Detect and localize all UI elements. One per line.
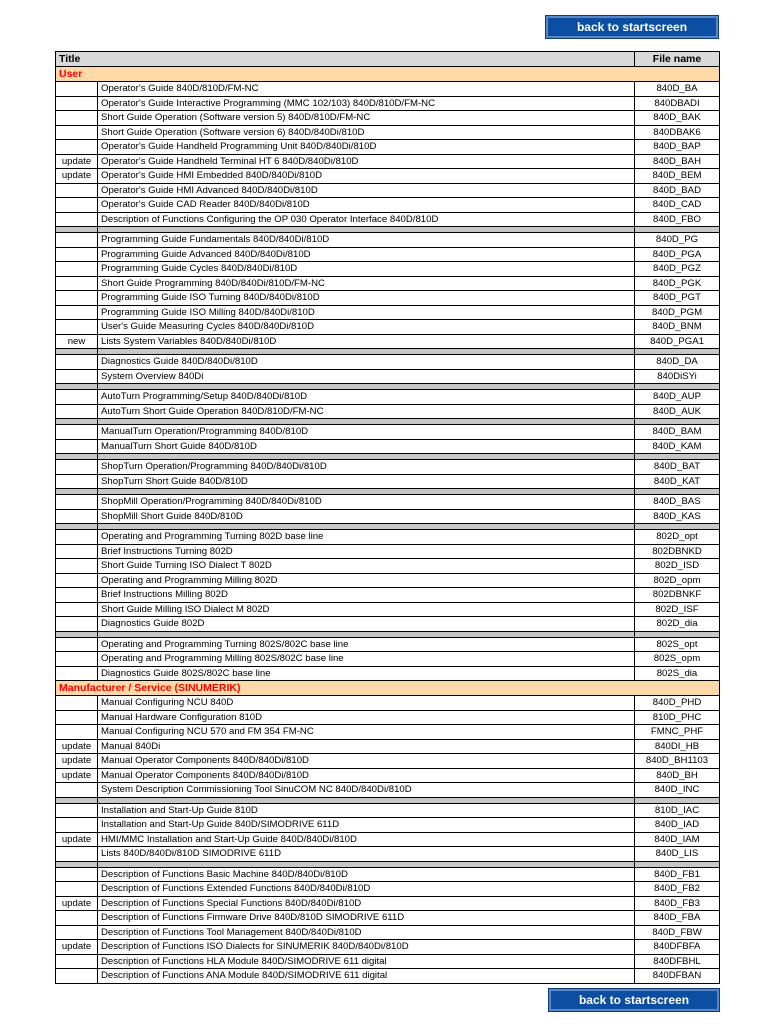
table-row [56, 867, 720, 882]
file-name-cell: 802D_dia [635, 617, 720, 632]
status-cell [56, 573, 98, 588]
table-row [56, 233, 720, 248]
table-row [56, 739, 720, 754]
file-name-cell: 802DBNKD [635, 544, 720, 559]
status-cell: update [56, 754, 98, 769]
file-name-cell: 840DiSYi [635, 369, 720, 384]
title-cell[interactable]: ShopMill Short Guide 840D/810D [98, 509, 635, 524]
file-name-cell: 840DFBFA [635, 940, 720, 955]
table-row [56, 262, 720, 277]
file-name-cell: 840D_IAD [635, 818, 720, 833]
status-cell [56, 710, 98, 725]
status-cell [56, 425, 98, 440]
title-cell[interactable]: Description of Functions ISO Dialects for SINUMERIK 840D/840Di/810D [98, 940, 635, 955]
table-row [56, 602, 720, 617]
table-row [56, 183, 720, 198]
table-row [56, 832, 720, 847]
table-row [56, 896, 720, 911]
file-name-cell: 840D_BNM [635, 320, 720, 335]
title-cell[interactable]: Description of Functions HLA Module 840D/SIMODRIVE 611 digital [98, 954, 635, 969]
status-cell [56, 725, 98, 740]
table-row [56, 390, 720, 405]
status-cell [56, 509, 98, 524]
status-cell [56, 495, 98, 510]
title-cell[interactable]: Operator's Guide Interactive Programming (MMC 102/103) 840D/810D/FM-NC [98, 96, 635, 111]
status-cell [56, 96, 98, 111]
table-row [56, 617, 720, 632]
table-row [56, 320, 720, 335]
file-name-cell: 840D_PG [635, 233, 720, 248]
status-cell [56, 867, 98, 882]
file-name-cell: 810D_PHC [635, 710, 720, 725]
table-row [56, 169, 720, 184]
title-cell[interactable]: System Overview 840Di [98, 369, 635, 384]
title-cell[interactable]: Description of Functions Extended Functions 840D/840Di/810D [98, 882, 635, 897]
section-header-row [56, 681, 720, 696]
title-cell[interactable]: ShopTurn Operation/Programming 840D/840Di/810D [98, 460, 635, 475]
file-name-cell: 840D_AUK [635, 404, 720, 419]
title-cell[interactable]: Manual Operator Components 840D/840Di/810D [98, 754, 635, 769]
status-cell: update [56, 154, 98, 169]
status-cell [56, 925, 98, 940]
title-cell[interactable]: Description of Functions Firmware Drive 840D/810D SIMODRIVE 611D [98, 911, 635, 926]
status-cell [56, 82, 98, 97]
title-cell[interactable]: Manual 840Di [98, 739, 635, 754]
file-name-cell: 802S_dia [635, 666, 720, 681]
title-cell[interactable]: Diagnostics Guide 840D/840Di/810D [98, 355, 635, 370]
title-cell[interactable]: Operator's Guide Handheld Programming Unit 840D/840Di/810D [98, 140, 635, 155]
file-name-cell: 840D_CAD [635, 198, 720, 213]
file-name-cell: 840D_BAK [635, 111, 720, 126]
column-header-file-name: File name [635, 52, 720, 67]
documentation-table [55, 51, 720, 984]
status-cell [56, 666, 98, 681]
table-row [56, 355, 720, 370]
file-name-cell: 840D_BAH [635, 154, 720, 169]
title-cell[interactable]: Programming Guide Fundamentals 840D/840Di/810D [98, 233, 635, 248]
status-cell [56, 233, 98, 248]
title-cell[interactable]: Programming Guide Cycles 840D/840Di/810D [98, 262, 635, 277]
table-row [56, 573, 720, 588]
title-cell[interactable]: Operator's Guide 840D/810D/FM-NC [98, 82, 635, 97]
file-name-cell: FMNC_PHF [635, 725, 720, 740]
status-cell [56, 125, 98, 140]
file-name-cell: 802D_opm [635, 573, 720, 588]
table-row [56, 82, 720, 97]
file-name-cell: 840DBAK6 [635, 125, 720, 140]
file-name-cell: 840D_LIS [635, 847, 720, 862]
status-cell [56, 588, 98, 603]
status-cell [56, 783, 98, 798]
title-cell[interactable]: Description of Functions Tool Management 840D/840Di/810D [98, 925, 635, 940]
table-row [56, 882, 720, 897]
status-cell [56, 559, 98, 574]
title-cell[interactable]: Operator's Guide Handheld Terminal HT 6 840D/840Di/810D [98, 154, 635, 169]
status-cell: update [56, 739, 98, 754]
file-name-cell: 840D_PGM [635, 305, 720, 320]
title-cell[interactable]: ManualTurn Short Guide 840D/810D [98, 439, 635, 454]
title-cell[interactable]: ShopTurn Short Guide 840D/810D [98, 474, 635, 489]
status-cell [56, 969, 98, 984]
table-row [56, 439, 720, 454]
table-row [56, 96, 720, 111]
title-cell[interactable]: Installation and Start-Up Guide 840D/SIMODRIVE 611D [98, 818, 635, 833]
title-cell[interactable]: Programming Guide ISO Turning 840D/840Di/810D [98, 291, 635, 306]
title-cell[interactable]: AutoTurn Programming/Setup 840D/840Di/810D [98, 390, 635, 405]
title-cell[interactable]: AutoTurn Short Guide Operation 840D/810D/FM-NC [98, 404, 635, 419]
title-cell[interactable]: Operating and Programming Turning 802S/802C base line [98, 637, 635, 652]
title-cell[interactable]: Description of Functions Basic Machine 840D/840Di/810D [98, 867, 635, 882]
status-cell [56, 320, 98, 335]
table-row [56, 509, 720, 524]
file-name-cell: 802D_ISF [635, 602, 720, 617]
table-row [56, 212, 720, 227]
status-cell [56, 696, 98, 711]
status-cell [56, 637, 98, 652]
table-row [56, 247, 720, 262]
title-cell[interactable]: System Description Commissioning Tool SinuCOM NC 840D/840Di/810D [98, 783, 635, 798]
status-cell [56, 111, 98, 126]
title-cell[interactable]: Short Guide Turning ISO Dialect T 802D [98, 559, 635, 574]
status-cell [56, 460, 98, 475]
table-row [56, 334, 720, 349]
status-cell [56, 544, 98, 559]
file-name-cell: 840D_BH [635, 768, 720, 783]
file-name-cell: 840D_PGZ [635, 262, 720, 277]
table-row [56, 768, 720, 783]
status-cell [56, 439, 98, 454]
table-row [56, 940, 720, 955]
status-cell [56, 198, 98, 213]
table-row [56, 696, 720, 711]
file-name-cell: 840D_BAM [635, 425, 720, 440]
status-cell [56, 183, 98, 198]
status-cell [56, 617, 98, 632]
table-row [56, 754, 720, 769]
table-row [56, 369, 720, 384]
title-cell[interactable]: Operator's Guide HMI Embedded 840D/840Di/810D [98, 169, 635, 184]
title-cell[interactable]: Short Guide Milling ISO Dialect M 802D [98, 602, 635, 617]
title-cell[interactable]: Brief Instructions Milling 802D [98, 588, 635, 603]
table-row [56, 460, 720, 475]
table-row [56, 154, 720, 169]
file-name-cell: 840D_PGT [635, 291, 720, 306]
table-row [56, 803, 720, 818]
status-cell [56, 847, 98, 862]
file-name-cell: 840DFBAN [635, 969, 720, 984]
status-cell [56, 530, 98, 545]
section-title: Manufacturer / Service (SINUMERIK) [56, 681, 720, 696]
title-cell[interactable]: Description of Functions ANA Module 840D/SIMODRIVE 611 digital [98, 969, 635, 984]
title-cell[interactable]: ManualTurn Operation/Programming 840D/810D [98, 425, 635, 440]
section-header-row [56, 67, 720, 82]
title-cell[interactable]: Lists 840D/840Di/810D SIMODRIVE 611D [98, 847, 635, 862]
status-cell [56, 276, 98, 291]
table-row [56, 474, 720, 489]
table-row [56, 111, 720, 126]
status-cell [56, 262, 98, 277]
title-cell[interactable]: Operating and Programming Milling 802D [98, 573, 635, 588]
file-name-cell: 840D_FBA [635, 911, 720, 926]
status-cell [56, 404, 98, 419]
title-cell[interactable]: Installation and Start-Up Guide 810D [98, 803, 635, 818]
status-cell [56, 247, 98, 262]
table-row [56, 559, 720, 574]
status-cell [56, 652, 98, 667]
status-cell [56, 882, 98, 897]
file-name-cell: 840D_INC [635, 783, 720, 798]
table-row [56, 425, 720, 440]
table-row [56, 404, 720, 419]
status-cell [56, 911, 98, 926]
status-cell [56, 474, 98, 489]
table-row [56, 588, 720, 603]
file-name-cell: 802DBNKF [635, 588, 720, 603]
section-title: User [56, 67, 720, 82]
table-row [56, 530, 720, 545]
file-name-cell: 840D_AUP [635, 390, 720, 405]
title-cell[interactable]: Description of Functions Configuring the OP 030 Operator Interface 840D/810D [98, 212, 635, 227]
file-name-cell: 810D_IAC [635, 803, 720, 818]
back-to-startscreen-button-top[interactable]: back to startscreen [546, 16, 718, 38]
file-name-cell: 840D_FB2 [635, 882, 720, 897]
title-cell[interactable]: Operating and Programming Milling 802S/802C base line [98, 652, 635, 667]
file-name-cell: 840D_KAM [635, 439, 720, 454]
status-cell [56, 305, 98, 320]
table-header-row [56, 52, 720, 67]
file-name-cell: 802D_ISD [635, 559, 720, 574]
file-name-cell: 840D_PGK [635, 276, 720, 291]
table-row [56, 666, 720, 681]
title-cell[interactable]: Operator's Guide CAD Reader 840D/840Di/810D [98, 198, 635, 213]
file-name-cell: 840DBADI [635, 96, 720, 111]
title-cell[interactable]: Lists System Variables 840D/840Di/810D [98, 334, 635, 349]
title-cell[interactable]: Manual Operator Components 840D/840Di/810D [98, 768, 635, 783]
status-cell [56, 369, 98, 384]
status-cell [56, 390, 98, 405]
table-row [56, 925, 720, 940]
title-cell[interactable]: Operator's Guide HMI Advanced 840D/840Di/810D [98, 183, 635, 198]
file-name-cell: 840D_BAT [635, 460, 720, 475]
status-cell: update [56, 169, 98, 184]
status-cell [56, 140, 98, 155]
table-row [56, 818, 720, 833]
file-name-cell: 802D_opt [635, 530, 720, 545]
title-cell[interactable]: Diagnostics Guide 802D [98, 617, 635, 632]
table-row [56, 140, 720, 155]
file-name-cell: 840D_FB3 [635, 896, 720, 911]
title-cell[interactable]: Operating and Programming Turning 802D base line [98, 530, 635, 545]
file-name-cell: 840D_BA [635, 82, 720, 97]
table-row [56, 276, 720, 291]
title-cell[interactable]: Manual Configuring NCU 840D [98, 696, 635, 711]
title-cell[interactable]: Manual Configuring NCU 570 and FM 354 FM-NC [98, 725, 635, 740]
status-cell: update [56, 896, 98, 911]
back-to-startscreen-button-bottom[interactable]: back to startscreen [549, 989, 719, 1011]
table-row [56, 969, 720, 984]
file-name-cell: 802S_opt [635, 637, 720, 652]
table-row [56, 783, 720, 798]
file-name-cell: 840DI_HB [635, 739, 720, 754]
status-cell [56, 954, 98, 969]
file-name-cell: 840D_BAS [635, 495, 720, 510]
table-row [56, 954, 720, 969]
table-row [56, 911, 720, 926]
file-name-cell: 840D_BEM [635, 169, 720, 184]
status-cell [56, 803, 98, 818]
title-cell[interactable]: Programming Guide ISO Milling 840D/840Di/810D [98, 305, 635, 320]
file-name-cell: 840DFBHL [635, 954, 720, 969]
title-cell[interactable]: User's Guide Measuring Cycles 840D/840Di/810D [98, 320, 635, 335]
title-cell[interactable]: Programming Guide Advanced 840D/840Di/810D [98, 247, 635, 262]
title-cell[interactable]: Short Guide Programming 840D/840Di/810D/FM-NC [98, 276, 635, 291]
file-name-cell: 840D_PGA [635, 247, 720, 262]
column-header-title: Title [56, 52, 635, 67]
title-cell[interactable]: Short Guide Operation (Software version 6) 840D/840Di/810D [98, 125, 635, 140]
file-name-cell: 802S_opm [635, 652, 720, 667]
title-cell[interactable]: Brief Instructions Turning 802D [98, 544, 635, 559]
status-cell: update [56, 832, 98, 847]
table-row [56, 198, 720, 213]
table-row [56, 847, 720, 862]
documentation-table-body [56, 52, 720, 984]
status-cell: new [56, 334, 98, 349]
table-row [56, 710, 720, 725]
table-row [56, 305, 720, 320]
title-cell[interactable]: HMI/MMC Installation and Start-Up Guide 840D/840Di/810D [98, 832, 635, 847]
table-row [56, 125, 720, 140]
title-cell[interactable]: ShopMill Operation/Programming 840D/840Di/810D [98, 495, 635, 510]
file-name-cell: 840D_FB1 [635, 867, 720, 882]
status-cell [56, 602, 98, 617]
file-name-cell: 840D_IAM [635, 832, 720, 847]
title-cell[interactable]: Diagnostics Guide 802S/802C base line [98, 666, 635, 681]
file-name-cell: 840D_BAP [635, 140, 720, 155]
file-name-cell: 840D_BAD [635, 183, 720, 198]
status-cell: update [56, 768, 98, 783]
table-row [56, 637, 720, 652]
file-name-cell: 840D_FBW [635, 925, 720, 940]
title-cell[interactable]: Description of Functions Special Functions 840D/840Di/810D [98, 896, 635, 911]
status-cell [56, 355, 98, 370]
file-name-cell: 840D_DA [635, 355, 720, 370]
table-row [56, 291, 720, 306]
file-name-cell: 840D_FBO [635, 212, 720, 227]
title-cell[interactable]: Short Guide Operation (Software version 5) 840D/810D/FM-NC [98, 111, 635, 126]
file-name-cell: 840D_KAS [635, 509, 720, 524]
table-row [56, 495, 720, 510]
file-name-cell: 840D_KAT [635, 474, 720, 489]
status-cell: update [56, 940, 98, 955]
table-row [56, 725, 720, 740]
status-cell [56, 212, 98, 227]
table-row [56, 544, 720, 559]
title-cell[interactable]: Manual Hardware Configuration 810D [98, 710, 635, 725]
file-name-cell: 840D_PGA1 [635, 334, 720, 349]
status-cell [56, 818, 98, 833]
status-cell [56, 291, 98, 306]
table-row [56, 652, 720, 667]
file-name-cell: 840D_PHD [635, 696, 720, 711]
file-name-cell: 840D_BH1103 [635, 754, 720, 769]
